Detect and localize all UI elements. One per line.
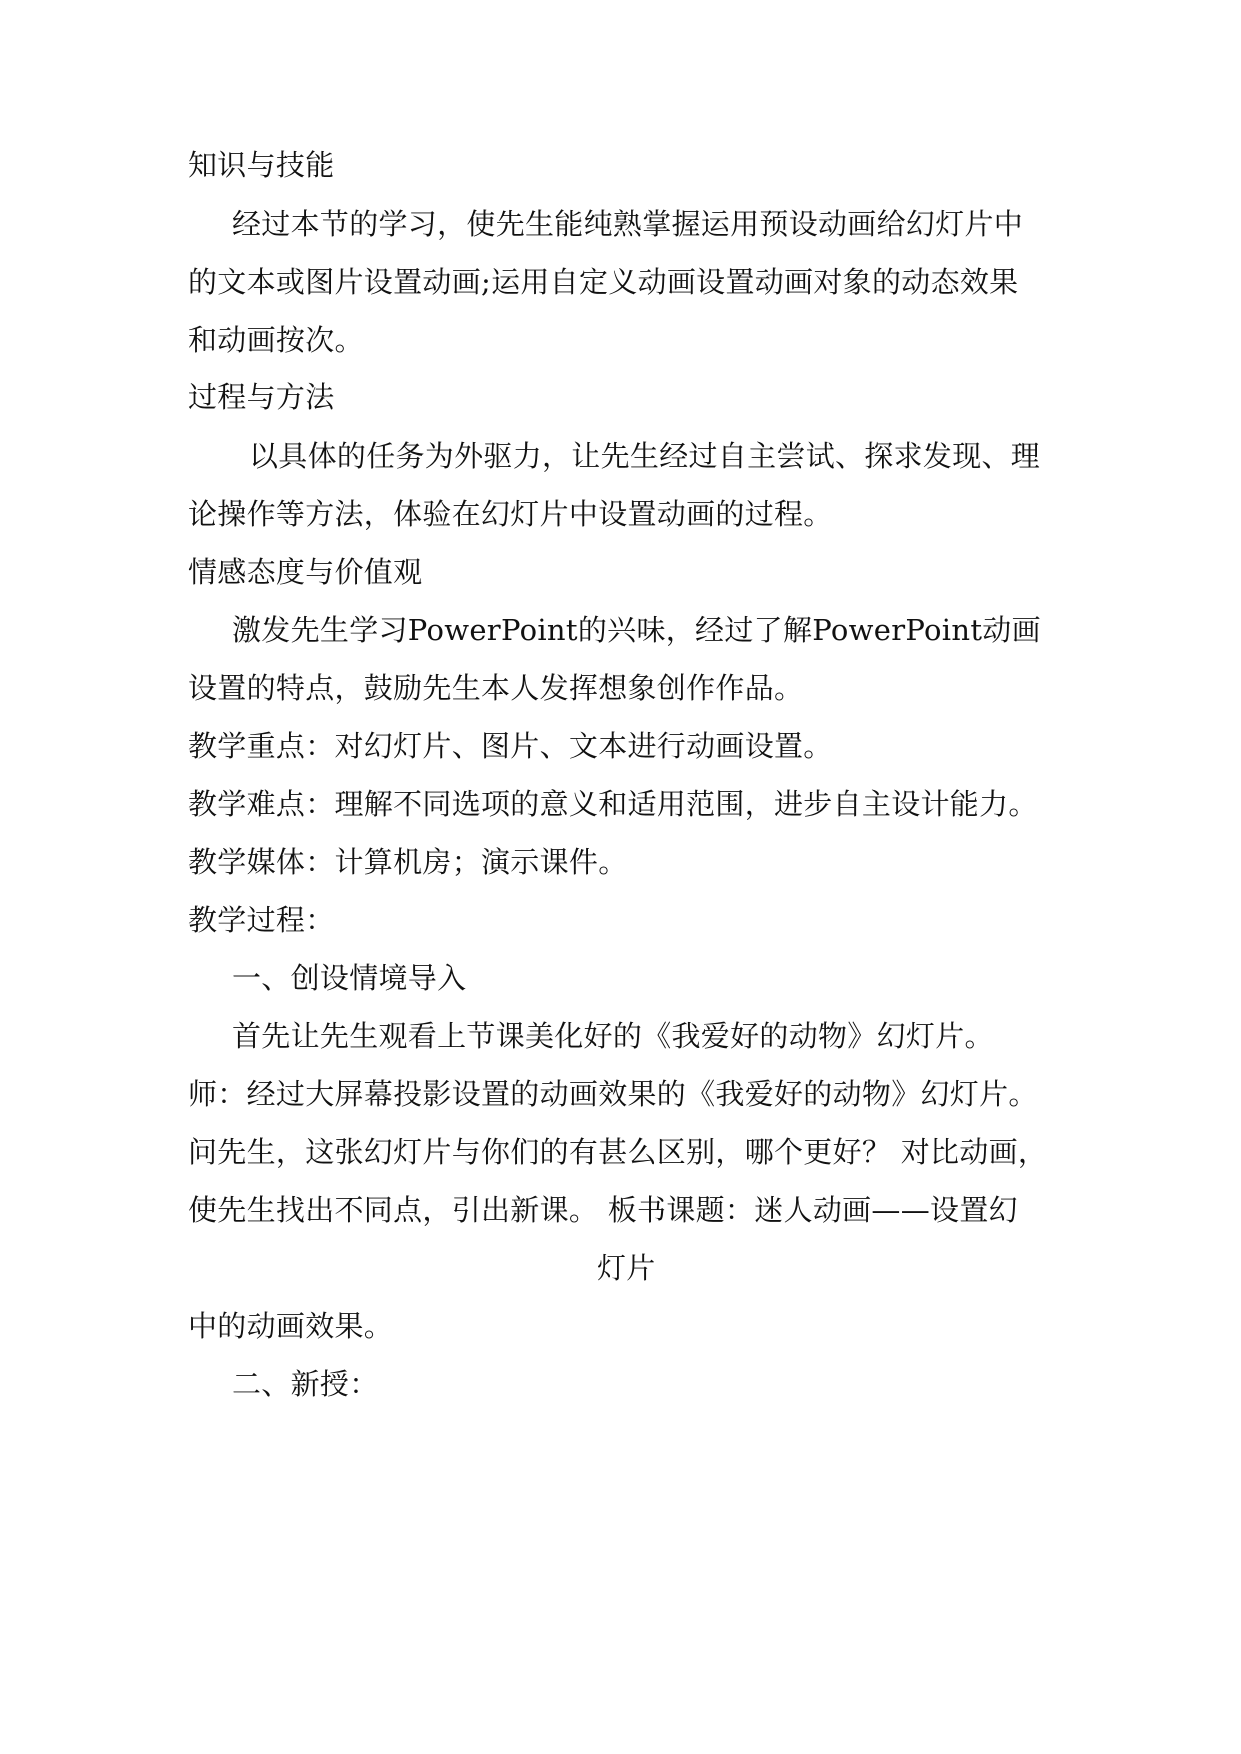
teaching-focus: 教学重点：对幻灯片、图片、文本进行动画设置。 [188,729,833,763]
teaching-process-heading: 教学过程： [188,903,335,937]
paragraph-line: 使先生找出不同点，引出新课。 板书课题：迷人动画——设置幻 [188,1193,1018,1227]
heading-process-method: 过程与方法 [188,380,335,414]
paragraph-line: 首先让先生观看上节课美化好的《我爱好的动物》幻灯片。 [232,1019,994,1053]
teaching-difficulty: 教学难点：理解不同选项的意义和适用范围，进步自主设计能力。 [188,787,1038,821]
paragraph-line: 问先生，这张幻灯片与你们的有甚么区别，哪个更好？ 对比动画， [188,1135,1048,1169]
paragraph-line: 论操作等方法，体验在幻灯片中设置动画的过程。 [188,497,833,531]
section-heading-intro: 一、创设情境导入 [232,961,467,995]
paragraph-line-centered: 灯片 [597,1251,656,1285]
paragraph-line: 的文本或图片设置动画;运用自定义动画设置动画对象的动态效果 [188,265,1019,299]
paragraph-line: 师：经过大屏幕投影设置的动画效果的《我爱好的动物》幻灯片。 [188,1077,1038,1111]
paragraph-line: 经过本节的学习，使先生能纯熟掌握运用预设动画给幻灯片中 [232,207,1024,241]
paragraph-line: 以具体的任务为外驱力，让先生经过自主尝试、探求发现、理 [249,439,1041,473]
heading-emotion-values: 情感态度与价值观 [188,555,423,589]
heading-knowledge-skills: 知识与技能 [188,148,335,182]
paragraph-line: 和动画按次。 [188,323,364,357]
paragraph-line: 设置的特点，鼓励先生本人发挥想象创作作品。 [188,671,804,705]
paragraph-line: 中的动画效果。 [188,1309,394,1343]
section-heading-new-lesson: 二、新授： [232,1367,379,1401]
teaching-media: 教学媒体：计算机房；演示课件。 [188,845,628,879]
paragraph-line: 激发先生学习PowerPoint的兴味，经过了解PowerPoint动画 [232,613,1041,647]
